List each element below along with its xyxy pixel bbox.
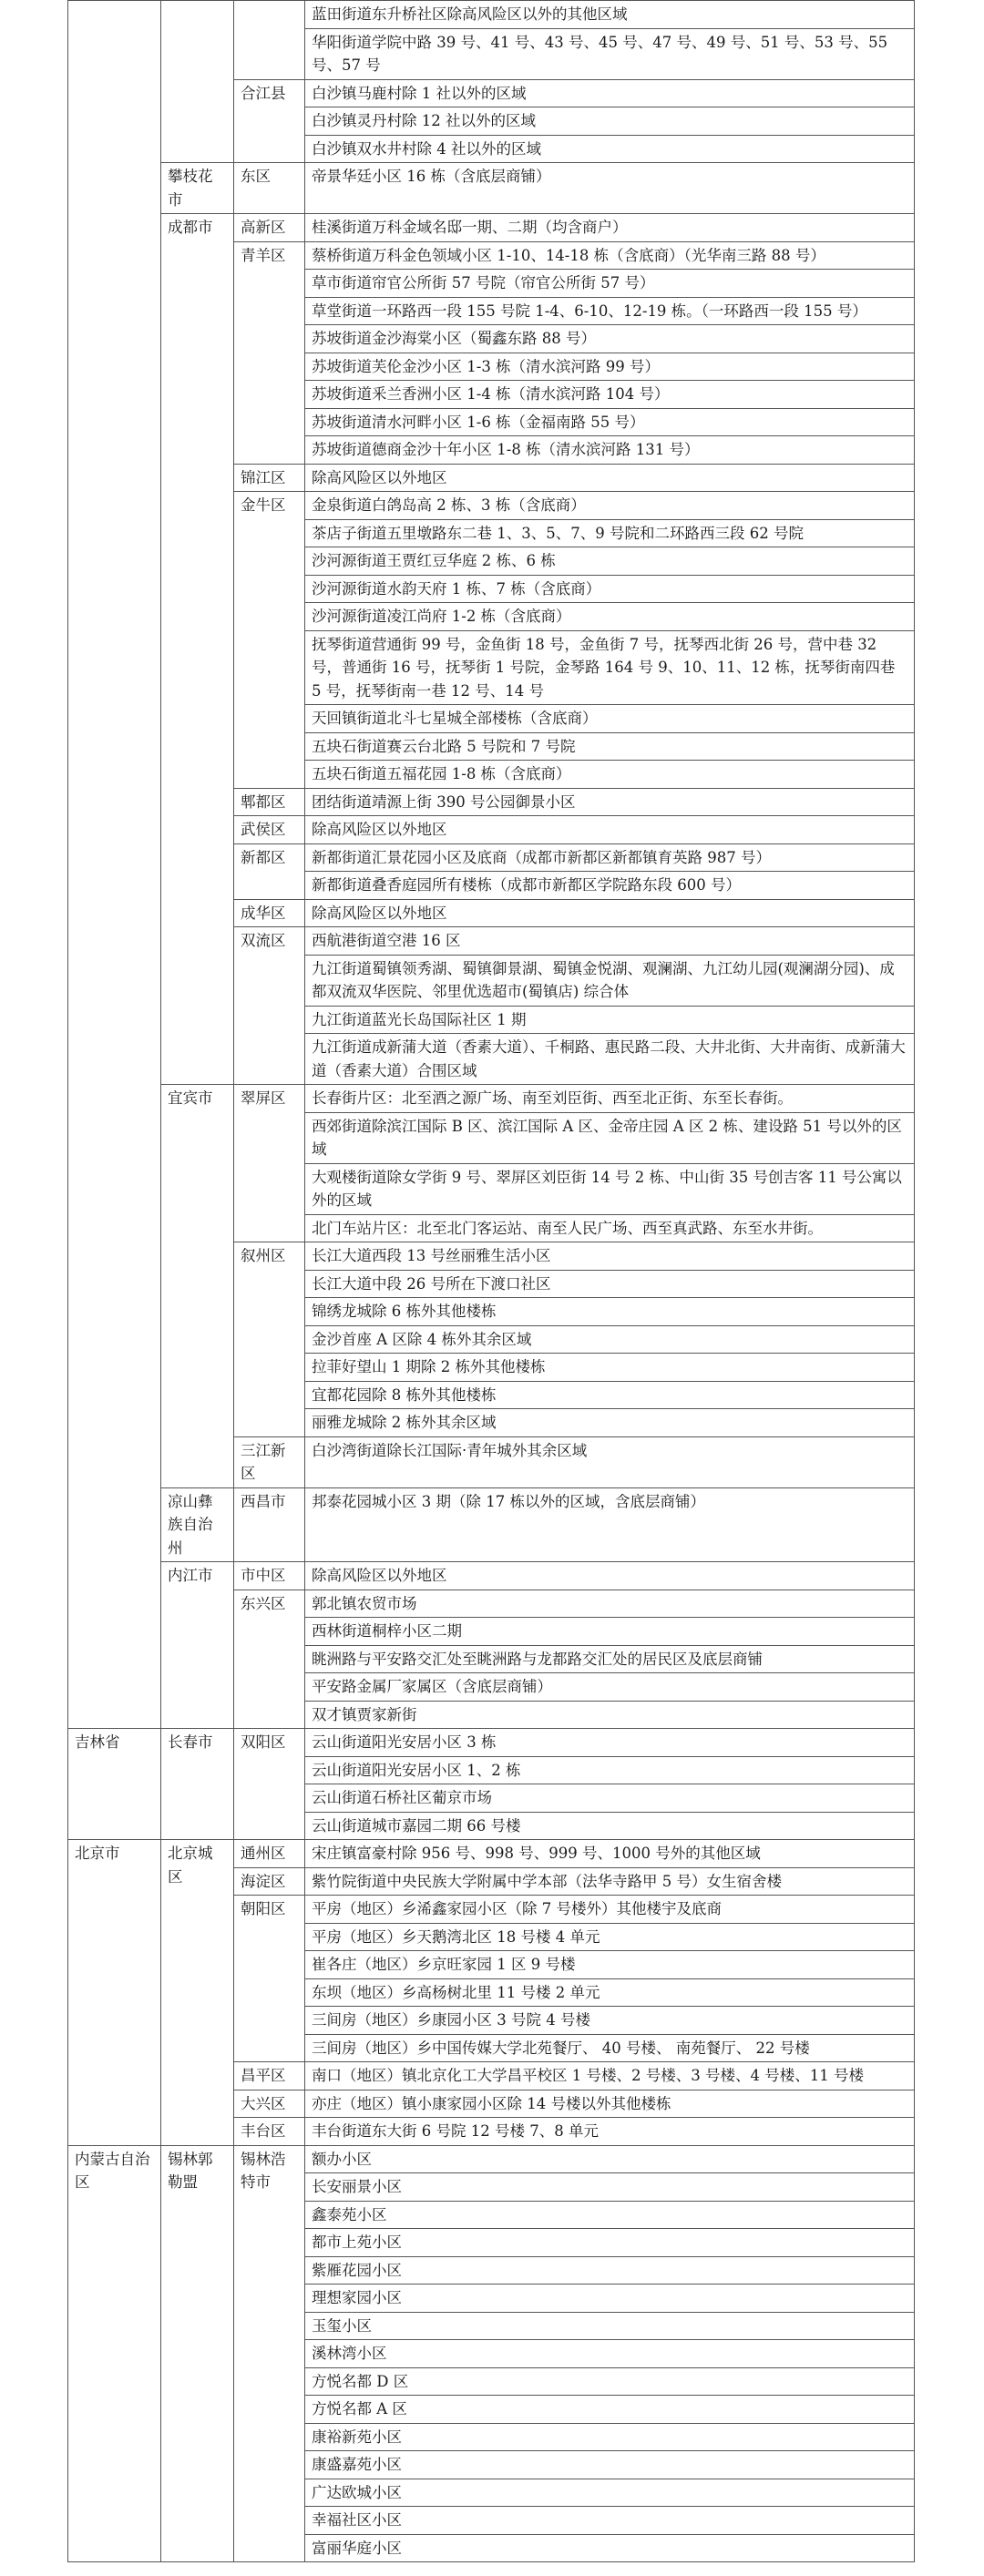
area-cell: 大观楼街道除女学街 9 号、翠屏区刘臣街 14 号 2 栋、中山街 35 号创吉客 11 号公寓以外的区域 [305,1163,915,1214]
area-cell: 蓝田街道东升桥社区除高风险区以外的其他区域 [305,1,915,29]
district-cell: 朝阳区 [234,1896,305,2062]
district-cell: 郫都区 [234,788,305,816]
area-cell: 崔各庄（地区）乡京旺家园 1 区 9 号楼 [305,1951,915,1979]
district-cell: 成华区 [234,899,305,927]
area-cell: 富丽华庭小区 [305,2534,915,2562]
area-cell: 三间房（地区）乡中国传媒大学北苑餐厅、 40 号楼、 南苑餐厅、 22 号楼 [305,2034,915,2062]
area-cell: 锦绣龙城除 6 栋外其他楼栋 [305,1298,915,1326]
area-cell: 苏坡街道釆兰香洲小区 1-4 栋（清水滨河路 104 号） [305,381,915,409]
area-cell: 紫竹院街道中央民族大学附属中学本部（法华寺路甲 5 号）女生宿舍楼 [305,1867,915,1896]
area-cell: 沙河源街道水韵天府 1 栋、7 栋（含底商） [305,575,915,603]
district-cell: 翠屏区 [234,1085,305,1242]
area-cell: 东坝（地区）乡高杨树北里 11 号楼 2 单元 [305,1978,915,2007]
area-cell: 茶店子街道五里墩路东二巷 1、3、5、7、9 号院和二环路西三段 62 号院 [305,519,915,547]
area-cell: 丰台街道东大街 6 号院 12 号楼 7、8 单元 [305,2118,915,2146]
area-cell: 北门车站片区：北至北门客运站、南至人民广场、西至真武路、东至水井街。 [305,1214,915,1242]
area-cell: 蔡桥街道万科金色领域小区 1-10、14-18 栋（含底商）（光华南三路 88 号） [305,241,915,270]
area-cell: 长安丽景小区 [305,2173,915,2202]
province-cell: 北京市 [68,1840,161,2146]
district-cell: 昌平区 [234,2062,305,2090]
area-cell: 康裕新苑小区 [305,2423,915,2451]
district-cell: 东区 [234,163,305,214]
area-cell: 除高风险区以外地区 [305,464,915,492]
area-cell: 沙河源街道王贾红豆华庭 2 栋、6 栋 [305,547,915,576]
area-cell: 西航港街道空港 16 区 [305,927,915,956]
area-cell: 邦泰花园城小区 3 期（除 17 栋以外的区域，含底层商铺） [305,1487,915,1562]
area-cell: 西林街道桐梓小区二期 [305,1618,915,1646]
area-cell: 新都街道叠香庭园所有楼栋（成都市新都区学院路东段 600 号） [305,872,915,900]
district-cell: 市中区 [234,1562,305,1590]
city-cell: 长春市 [161,1729,234,1840]
district-cell: 高新区 [234,214,305,242]
province-cell: 内蒙古自治区 [68,2145,161,2562]
city-cell: 内江市 [161,1562,234,1729]
province-cell [68,1,161,1729]
city-cell: 攀枝花市 [161,163,234,214]
area-cell: 苏坡街道德商金沙十年小区 1-8 栋（清水滨河路 131 号） [305,436,915,465]
table-row [68,163,915,214]
area-cell: 宜都花园除 8 栋外其他楼栋 [305,1381,915,1409]
city-cell: 成都市 [161,214,234,1085]
area-cell: 丽雅龙城除 2 栋外其余区域 [305,1409,915,1437]
district-cell: 叙州区 [234,1242,305,1437]
area-cell: 云山街道城市嘉园二期 66 号楼 [305,1812,915,1840]
area-cell: 五块石街道赛云台北路 5 号院和 7 号院 [305,732,915,761]
district-cell: 新都区 [234,843,305,899]
area-cell: 五块石街道五福花园 1-8 栋（含底商） [305,761,915,789]
area-cell: 白沙湾街道除长江国际·青年城外其余区域 [305,1436,915,1487]
area-cell: 团结街道靖源上街 390 号公园御景小区 [305,788,915,816]
risk-area-table-body [68,1,915,2562]
area-cell: 金泉街道白鸽岛高 2 栋、3 栋（含底商） [305,492,915,520]
district-cell: 大兴区 [234,2090,305,2118]
district-cell [234,1,305,80]
area-cell: 鑫泰苑小区 [305,2201,915,2229]
table-row [68,2145,915,2173]
area-cell: 九江街道蓝光长岛国际社区 1 期 [305,1006,915,1034]
area-cell: 苏坡街道金沙海棠小区（蜀鑫东路 88 号） [305,325,915,353]
city-cell: 锡林郭勒盟 [161,2145,234,2562]
area-cell: 幸福社区小区 [305,2507,915,2535]
district-cell: 海淀区 [234,1867,305,1896]
table-row [68,1085,915,1113]
area-cell: 广达欧城小区 [305,2479,915,2507]
table-row [68,1562,915,1590]
district-cell: 通州区 [234,1840,305,1868]
area-cell: 宋庄镇富豪村除 956 号、998 号、999 号、1000 号外的其他区域 [305,1840,915,1868]
area-cell: 除高风险区以外地区 [305,1562,915,1590]
district-cell: 锦江区 [234,464,305,492]
area-cell: 沙河源街道凌江尚府 1-2 栋（含底商） [305,603,915,631]
area-cell: 抚琴街道营通街 99 号，金鱼街 18 号，金鱼街 7 号，抚琴西北街 26 号，营中巷 32 号，普通街 16 号，抚琴街 1 号院，金琴路 164 号 9、10、11、12 栋，抚琴街南四巷 5 号，抚琴街南一巷 12 号、14 号 [305,630,915,705]
district-cell: 合江县 [234,79,305,163]
district-cell: 双流区 [234,927,305,1085]
area-cell: 南口（地区）镇北京化工大学昌平校区 1 号楼、2 号楼、3 号楼、4 号楼、11 号楼 [305,2062,915,2090]
area-cell: 西郊街道除滨江国际 B 区、滨江国际 A 区、金帝庄园 A 区 2 栋、建设路 51 号以外的区域 [305,1112,915,1163]
district-cell: 金牛区 [234,492,305,789]
area-cell: 都市上苑小区 [305,2229,915,2257]
area-cell: 玉玺小区 [305,2312,915,2340]
area-cell: 方悦名都 A 区 [305,2396,915,2424]
table-row [68,214,915,242]
area-cell: 苏坡街道芙伦金沙小区 1-3 栋（清水滨河路 99 号） [305,353,915,381]
area-cell: 九江街道成新蒲大道（香素大道）、千桐路、惠民路二段、大井北街、大井南街、成新蒲大道（香素大道）合围区域 [305,1034,915,1085]
table-row [68,1,915,29]
area-cell: 方悦名都 D 区 [305,2367,915,2396]
district-cell: 武侯区 [234,816,305,844]
table-row [68,1840,915,1868]
area-cell: 郭北镇农贸市场 [305,1590,915,1618]
area-cell: 康盛嘉苑小区 [305,2451,915,2479]
district-cell: 三江新区 [234,1436,305,1487]
city-cell: 宜宾市 [161,1085,234,1488]
area-cell: 长江大道中段 26 号所在下渡口社区 [305,1270,915,1298]
area-cell: 云山街道阳光安居小区 1、2 栋 [305,1756,915,1784]
area-cell: 长江大道西段 13 号丝丽雅生活小区 [305,1242,915,1271]
area-cell: 新都街道汇景花园小区及底商（成都市新都区新都镇育英路 987 号） [305,843,915,872]
area-cell: 天回镇街道北斗七星城全部楼栋（含底商） [305,705,915,733]
area-cell: 草堂街道一环路西一段 155 号院 1-4、6-10、12-19 栋。（一环路西一段 155 号） [305,297,915,325]
risk-area-table [67,0,915,2562]
area-cell: 白沙镇马鹿村除 1 社以外的区域 [305,79,915,107]
area-cell: 草市街道帘官公所街 57 号院（帘官公所街 57 号） [305,270,915,298]
area-cell: 三间房（地区）乡康园小区 3 号院 4 号楼 [305,2007,915,2035]
district-cell: 西昌市 [234,1487,305,1562]
area-cell: 额办小区 [305,2145,915,2173]
district-cell: 青羊区 [234,241,305,464]
district-cell: 锡林浩特市 [234,2145,305,2562]
area-cell: 溪林湾小区 [305,2340,915,2368]
area-cell: 金沙首座 A 区除 4 栋外其余区域 [305,1325,915,1354]
city-cell [161,1,234,163]
area-cell: 云山街道石桥社区葡京市场 [305,1784,915,1813]
area-cell: 白沙镇双水井村除 4 社以外的区域 [305,135,915,163]
area-cell: 紫雁花园小区 [305,2256,915,2285]
district-cell: 丰台区 [234,2118,305,2146]
district-cell: 东兴区 [234,1590,305,1729]
area-cell: 云山街道阳光安居小区 3 栋 [305,1729,915,1757]
district-cell: 双阳区 [234,1729,305,1840]
area-cell: 九江街道蜀镇领秀湖、蜀镇御景湖、蜀镇金悦湖、观澜湖、九江幼儿园(观澜湖分园)、成都双流双华医院、邻里优选超市(蜀镇店) 综合体 [305,955,915,1006]
table-row [68,1487,915,1562]
area-cell: 眺洲路与平安路交汇处至眺洲路与龙都路交汇处的居民区及底层商铺 [305,1645,915,1673]
area-cell: 双才镇贾家新街 [305,1701,915,1729]
city-cell: 北京城区 [161,1840,234,2146]
area-cell: 平安路金属厂家属区（含底层商铺） [305,1673,915,1702]
area-cell: 除高风险区以外地区 [305,816,915,844]
province-cell: 吉林省 [68,1729,161,1840]
area-cell: 桂溪街道万科金域名邸一期、二期（均含商户） [305,214,915,242]
area-cell: 华阳街道学院中路 39 号、41 号、43 号、45 号、47 号、49 号、51 号、53 号、55 号、57 号 [305,28,915,79]
area-cell: 平房（地区）乡天鹅湾北区 18 号楼 4 单元 [305,1923,915,1951]
area-cell: 理想家园小区 [305,2285,915,2313]
area-cell: 苏坡街道清水河畔小区 1-6 栋（金福南路 55 号） [305,408,915,436]
area-cell: 亦庄（地区）镇小康家园小区除 14 号楼以外其他楼栋 [305,2090,915,2118]
table-row [68,1729,915,1757]
area-cell: 拉菲好望山 1 期除 2 栋外其他楼栋 [305,1354,915,1382]
area-cell: 平房（地区）乡浠鑫家园小区（除 7 号楼外）其他楼宇及底商 [305,1896,915,1924]
area-cell: 帝景华廷小区 16 栋（含底层商铺） [305,163,915,214]
area-cell: 白沙镇灵丹村除 12 社以外的区域 [305,107,915,136]
area-cell: 除高风险区以外地区 [305,899,915,927]
area-cell: 长春街片区：北至酒之源广场、南至刘臣街、西至北正街、东至长春街。 [305,1085,915,1113]
city-cell: 凉山彝族自治州 [161,1487,234,1562]
